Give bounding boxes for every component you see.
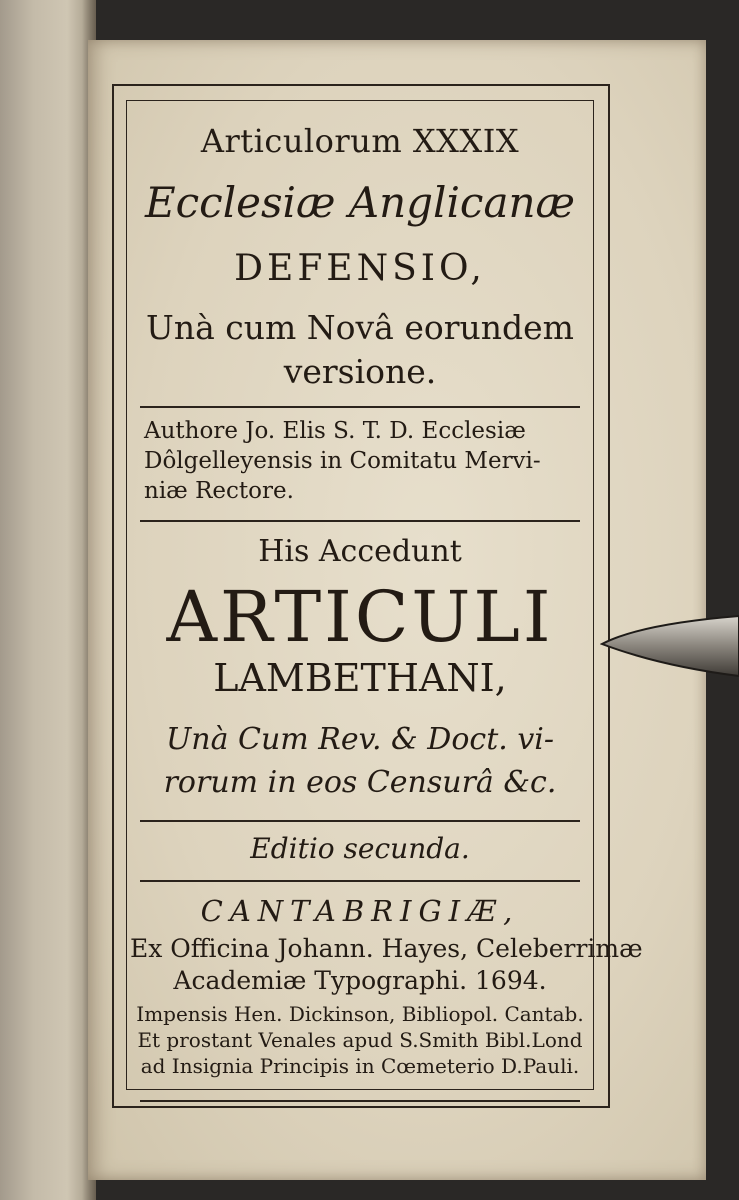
page-knife-icon [600,614,739,678]
edition-line: Editio secunda. [250,832,470,865]
divider-1 [140,406,580,408]
title-line-5: versione. [283,352,437,391]
title-text-block [130,100,643,1090]
imprint-bookseller: Impensis Hen. Dickinson, Bibliopol. Cantab. [136,1002,584,1026]
title-line-6: His Accedunt [258,534,462,569]
title-line-7: ARTICULI [166,576,554,658]
imprint-seller-london: Et prostant Venales apud S.Smith Bibl.Lond [137,1028,583,1052]
facing-page [0,0,96,1200]
title-line-10: rorum in eos Censurâ &c. [163,765,557,800]
title-line-2: Ecclesiæ Anglicanæ [144,178,576,227]
author-statement: Authore Jo. Elis S. T. D. Ecclesiæ Dôlgelleyensis in Comitatu Mervi-niæ Rectore. [144,418,541,504]
imprint-date: Academiæ Typographi. 1694. [173,966,547,995]
divider-3 [140,820,580,822]
title-line-9: Unà Cum Rev. & Doct. vi- [165,722,555,757]
divider-4 [140,880,580,882]
divider-5 [140,1100,580,1102]
title-line-1: Articulorum XXXIX [200,122,520,160]
title-line-3: DEFENSIO, [234,248,486,289]
title-line-4: Unà cum Novâ eorundem [146,308,574,347]
divider-2 [140,520,580,522]
title-line-8: LAMBETHANI, [213,656,507,700]
imprint-address: ad Insignia Principis in Cœmeterio D.Pauli. [140,1054,580,1078]
imprint-place: CANTABRIGIÆ, [200,894,520,928]
imprint-printer: Ex Officina Johann. Hayes, Celeberrimæ [130,934,643,963]
